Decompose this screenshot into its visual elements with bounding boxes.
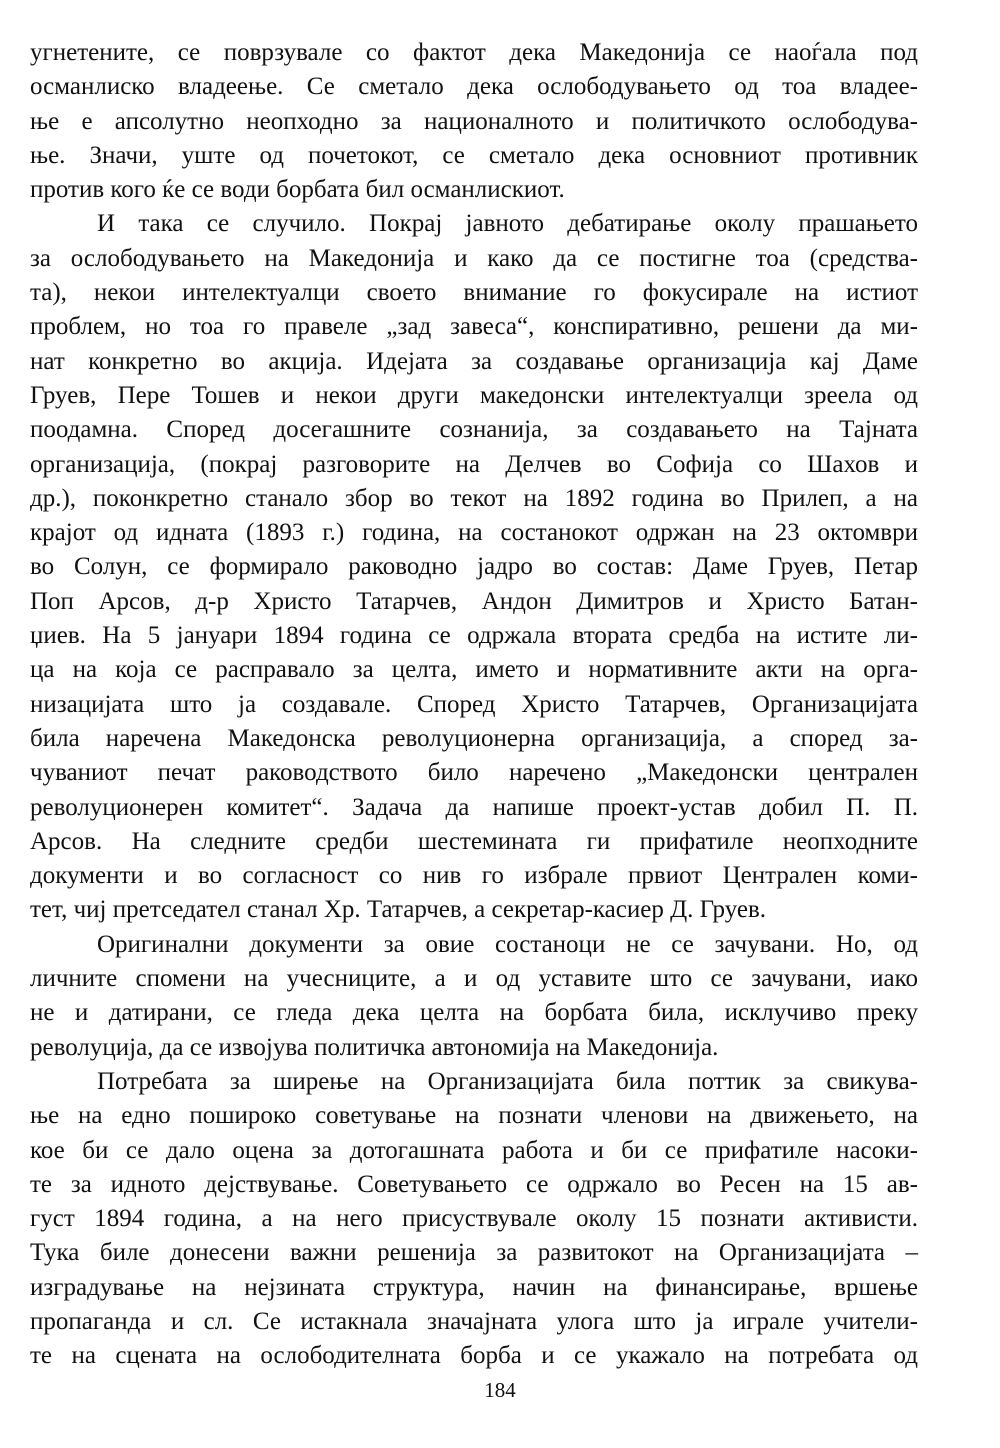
text-line: била наречена Македонска револуционерна организација, а според за- [30, 724, 918, 752]
text-line: крајот од идната (1893 г.) година, на состанокот одржан на 23 октомври [30, 519, 918, 547]
text-line: нат конкретно во акција. Идејата за создавање организација кај Даме [30, 347, 918, 375]
text-line: низацијата што ја создавале. Според Христо Татарчев, Организацијата [30, 690, 918, 718]
text-line: личните спомени на учесниците, а и од уставите што се зачувани, иако [30, 965, 918, 993]
text-line: чуваниот печат раководството било наречено „Македонски централен [30, 759, 918, 787]
text-line: ца на која се расправало за целта, името и нормативните акти на орга- [30, 656, 918, 684]
page-number: 184 [484, 1378, 516, 1402]
text-line: густ 1894 година, а на него присуствувале околу 15 познати активисти. [30, 1205, 918, 1233]
text-line: те за идното дејствување. Советувањето се одржало во Ресен на 15 ав- [30, 1170, 918, 1198]
text-line: угнетените, се поврзувале со фактот дека Македонија се наоѓала под [30, 39, 918, 66]
text-line: та), некои интелектуалци своето внимание го фокусирале на истиот [30, 279, 918, 307]
page-body-text [30, 36, 918, 1374]
text-line: османлиско владеење. Се сметало дека ослободувањето од тоа владее- [30, 73, 918, 101]
text-line: Тука биле донесени важни решенија за развитокот на Организацијата – [30, 1239, 918, 1267]
text-line: документи и во согласност со нив го избрале првиот Централен коми- [30, 862, 918, 890]
text-line: не и датирани, се гледа дека целта на борбата била, исклучиво преку [30, 999, 918, 1027]
text-line: организација, (покрај разговорите на Делчев во Софија со Шахов и [30, 450, 918, 478]
text-line: кое би се дало оцена за дотогашната работа и би се прифатиле насоки- [30, 1136, 918, 1164]
text-line: Потребата за ширење на Организацијата била поттик за свикува- [97, 1067, 918, 1095]
text-line: поодамна. Според досегашните сознанија, за создавањето на Тајната [30, 416, 918, 444]
text-line: др.), поконкретно станало збор во текот на 1892 година во Прилеп, а на [30, 484, 918, 512]
text-line: во Солун, се формирало раководно јадро во состав: Даме Груев, Петар [30, 553, 918, 581]
text-line: Поп Арсов, д-р Христо Татарчев, Андон Димитров и Христо Батан- [30, 587, 918, 615]
text-line: револуционерен комитет“. Задача да напише проект-устав добил П. П. [30, 793, 918, 821]
text-line: пропаганда и сл. Се истакнала значајната улога што ја играле учители- [30, 1307, 918, 1335]
text-line: Груев, Пере Тошев и некои други македонски интелектуалци зреела од [30, 381, 918, 409]
text-line: ње е апсолутно неопходно за националното и политичкото ослободува- [30, 107, 918, 135]
text-line: револуција, да се извојува политичка автономија на Македонија. [30, 1033, 719, 1061]
text-line: те на сцената на ослободителната борба и се укажало на потребата од [30, 1342, 918, 1370]
text-line: ње на едно пошироко советување на познати членови на движењето, на [30, 1102, 918, 1130]
text-line: Оригинални документи за овие состаноци не се зачувани. Но, од [97, 930, 918, 958]
text-line: за ослободувањето на Македонија и како да се постигне тоа (средства- [30, 244, 918, 272]
text-line: тет, чиј претседател станал Хр. Татарчев, а секретар-касиер Д. Груев. [30, 896, 767, 924]
text-line: против кого ќе се води борбата бил османлискиот. [30, 176, 565, 204]
text-line: Арсов. На следните средби шестемината ги прифатиле неопходните [30, 827, 918, 855]
text-line: И така се случило. Покрај јавното дебатирање околу прашањето [97, 210, 918, 238]
text-line: ње. Значи, уште од почетокот, се сметало дека основниот противник [30, 141, 918, 169]
text-line: џиев. На 5 јануари 1894 година се одржала втората средба на истите ли- [30, 622, 918, 650]
text-line: изградување на нејзината структура, начин на финансирање, вршење [30, 1273, 918, 1301]
text-line: проблем, но тоа го правеле „зад завеса“, конспиративно, решени да ми- [30, 313, 918, 341]
